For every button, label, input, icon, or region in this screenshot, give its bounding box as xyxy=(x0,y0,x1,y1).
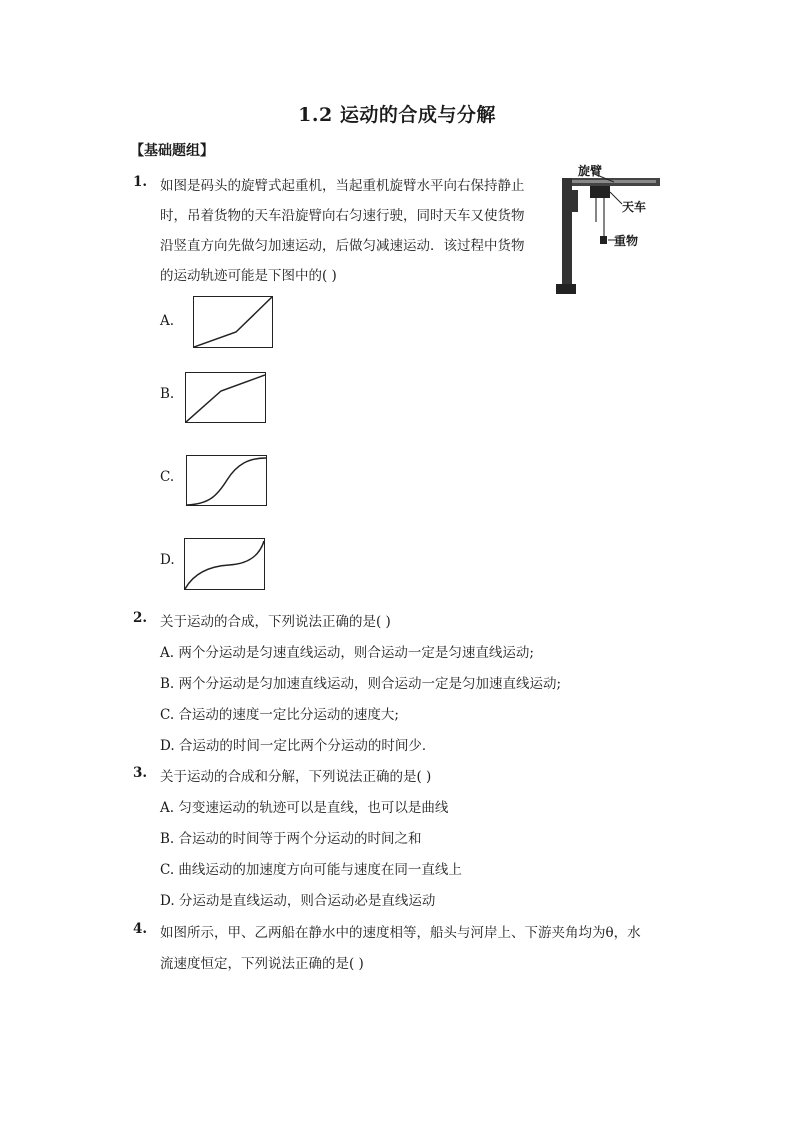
crane-arm-label: 旋臂 xyxy=(578,164,603,178)
question-3-option-d: D. 分运动是直线运动，则合运动必是直线运动 xyxy=(160,893,436,909)
question-2-option-c: C. 合运动的速度一定比分运动的速度大; xyxy=(160,707,399,723)
option-d-graph xyxy=(184,538,265,590)
question-4-line-2: 流速度恒定，下列说法正确的是( ) xyxy=(160,956,364,972)
option-a-graph xyxy=(193,296,273,348)
question-2-option-d: D. 合运动的时间一定比两个分运动的时间少． xyxy=(160,738,436,754)
question-3-option-b: B. 合运动的时间等于两个分运动的时间之和 xyxy=(160,831,422,847)
question-3-number: 3. xyxy=(133,765,148,781)
option-b-label: B. xyxy=(160,386,175,402)
question-3-option-a: A. 匀变速运动的轨迹可以是直线，也可以是曲线 xyxy=(160,800,449,816)
question-2-option-a: A. 两个分运动是匀速直线运动，则合运动一定是匀速直线运动; xyxy=(160,645,534,661)
question-3-option-c: C. 曲线运动的加速度方向可能与速度在同一直线上 xyxy=(160,862,462,878)
question-2-number: 2. xyxy=(133,610,148,626)
question-1-line-4: 的运动轨迹可能是下图中的( ) xyxy=(160,268,337,284)
question-3-stem: 关于运动的合成和分解，下列说法正确的是( ) xyxy=(160,769,432,785)
crane-weight-label: 重物 xyxy=(614,234,639,248)
section-heading: 【基础题组】 xyxy=(130,143,214,159)
question-1-number: 1. xyxy=(133,174,148,190)
page-title: 1.2 运动的合成与分解 xyxy=(298,104,496,126)
option-c-label: C. xyxy=(160,469,175,485)
question-1-line-1: 如图是码头的旋臂式起重机，当起重机旋臂水平向右保持静止 xyxy=(160,178,525,194)
crane-trolley-label: 天车 xyxy=(622,200,647,214)
question-4-number: 4. xyxy=(133,921,148,937)
crane-figure xyxy=(552,160,664,298)
question-2-option-b: B. 两个分运动是匀加速直线运动，则合运动一定是匀加速直线运动; xyxy=(160,676,562,692)
option-a-label: A. xyxy=(160,313,175,329)
question-2-stem: 关于运动的合成，下列说法正确的是( ) xyxy=(160,614,391,630)
question-1-line-2: 时，吊着货物的天车沿旋臂向右匀速行驶，同时天车又使货物 xyxy=(160,208,525,224)
option-b-graph xyxy=(185,372,266,423)
option-d-label: D. xyxy=(160,552,175,568)
question-4-line-1: 如图所示，甲、乙两船在静水中的速度相等，船头与河岸上、下游夹角均为θ，水 xyxy=(160,925,641,941)
option-c-graph xyxy=(186,455,267,506)
question-1-line-3: 沿竖直方向先做匀加速运动，后做匀减速运动．该过程中货物 xyxy=(160,238,525,254)
